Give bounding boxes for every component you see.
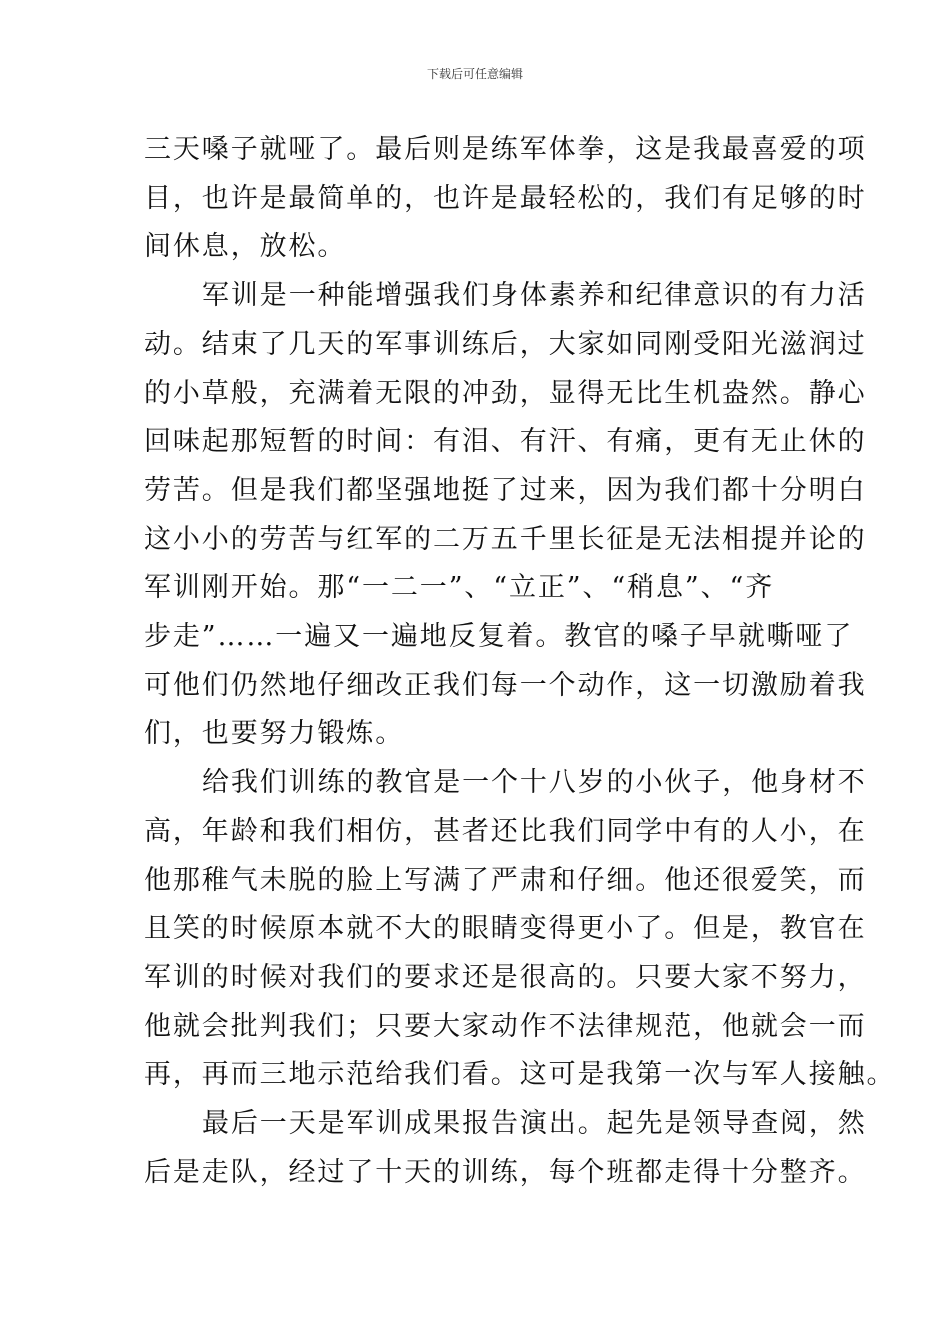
text-line: 再，再而三地示范给我们看。这可是我第一次与军人接触。 bbox=[144, 1059, 896, 1091]
header-text: 下载后可任意编辑 bbox=[426, 67, 523, 81]
paragraph bbox=[144, 1100, 867, 1197]
text-line: 军训是一种能增强我们身体素养和纪律意识的有力活 bbox=[202, 280, 867, 312]
text-line: 可他们仍然地仔细改正我们每一个动作，这一切激励着我 bbox=[144, 669, 867, 701]
text-line: 间休息，放松。 bbox=[144, 231, 347, 263]
paragraph bbox=[144, 126, 867, 272]
text-line: 军训刚开始。那“一二一”、“立正”、“稍息”、“齐 bbox=[144, 572, 775, 604]
document-body bbox=[144, 126, 896, 1197]
text-line: 他那稚气未脱的脸上写满了严肃和仔细。他还很爱笑，而 bbox=[144, 864, 867, 896]
page-header bbox=[0, 66, 950, 82]
text-line: 军训的时候对我们的要求还是很高的。只要大家不努力， bbox=[144, 961, 867, 993]
text-line: 高，年龄和我们相仿，甚者还比我们同学中有的人小，在 bbox=[144, 815, 867, 847]
text-line: 步走”……一遍又一遍地反复着。教官的嗓子早就嘶哑了 bbox=[144, 621, 854, 653]
paragraph bbox=[144, 272, 867, 759]
paragraph bbox=[144, 759, 896, 1100]
text-line: 三天嗓子就哑了。最后则是练军体拳，这是我最喜爱的项 bbox=[144, 134, 867, 165]
text-line: 他就会批判我们；只要大家动作不法律规范，他就会一而 bbox=[144, 1010, 867, 1042]
text-line: 后是走队，经过了十天的训练，每个班都走得十分整齐。 bbox=[144, 1156, 867, 1188]
text-line: 且笑的时候原本就不大的眼睛变得更小了。但是，教官在 bbox=[144, 913, 867, 945]
text-line: 这小小的劳苦与红军的二万五千里长征是无法相提并论的 bbox=[144, 523, 867, 555]
text-line: 劳苦。但是我们都坚强地挺了过来，因为我们都十分明白 bbox=[144, 474, 867, 506]
text-line: 的小草般，充满着无限的冲劲，显得无比生机盎然。静心 bbox=[144, 377, 867, 409]
text-line: 们，也要努力锻炼。 bbox=[144, 718, 405, 750]
text-line: 回味起那短暂的时间：有泪、有汗、有痛，更有无止休的 bbox=[144, 426, 867, 458]
text-line: 目，也许是最简单的，也许是最轻松的，我们有足够的时 bbox=[144, 182, 867, 214]
text-line: 最后一天是军训成果报告演出。起先是领导查阅，然 bbox=[202, 1108, 867, 1140]
text-line: 给我们训练的教官是一个十八岁的小伙子，他身材不 bbox=[202, 767, 867, 799]
text-line: 动。结束了几天的军事训练后，大家如同刚受阳光滋润过 bbox=[144, 328, 867, 360]
